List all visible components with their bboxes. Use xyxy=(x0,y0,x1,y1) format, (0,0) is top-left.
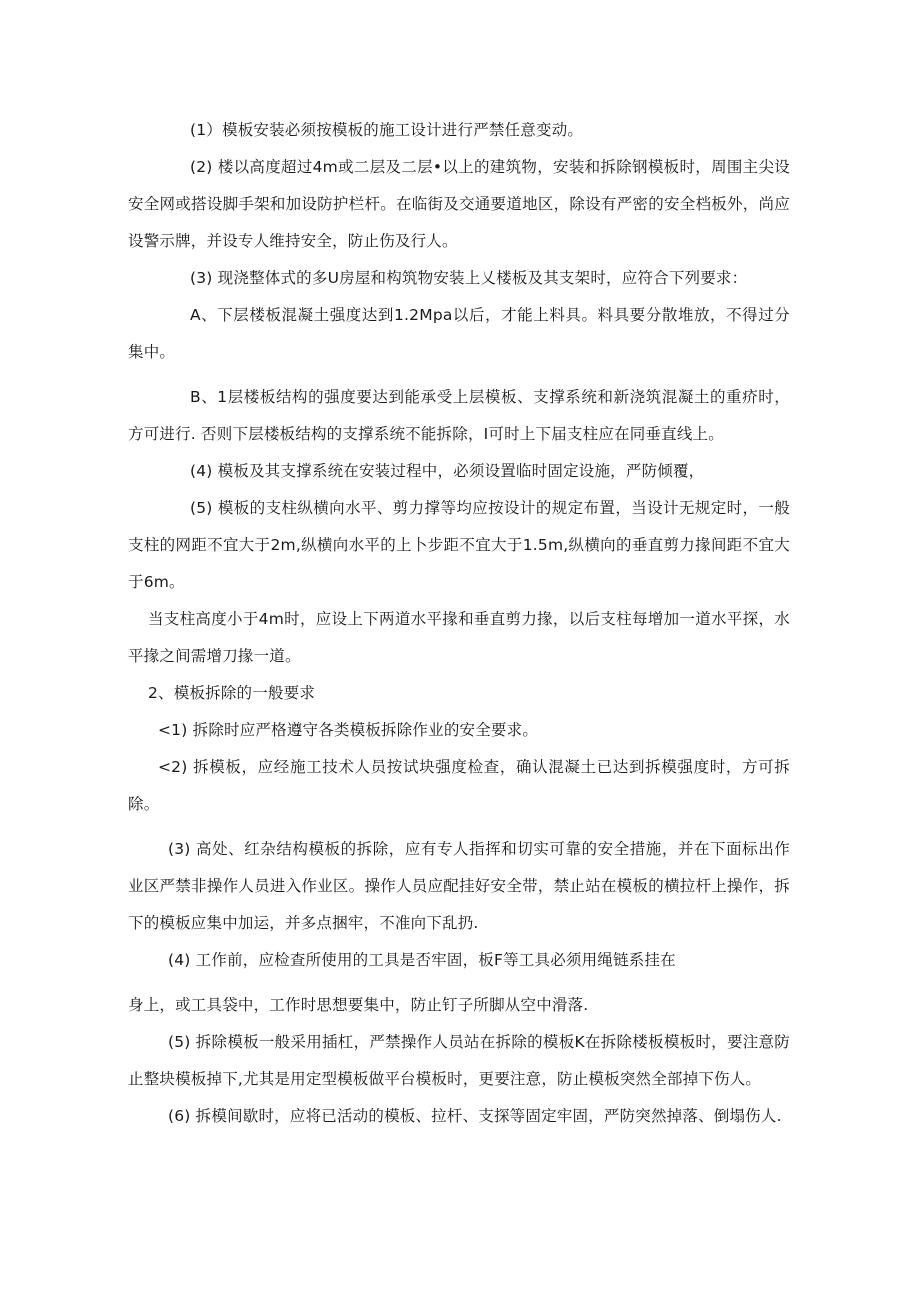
section-heading: 2、模板拆除的一般要求 xyxy=(148,684,316,702)
paragraph-12: (4) 工作前，应检查所使用的工具是否牢固，板F等工具必须用绳链系挂在 xyxy=(168,951,676,969)
paragraph-13: 身上，或工具袋中，工作时思想要集中，防止钉子所脚从空中滑落. xyxy=(128,996,589,1014)
paragraph-15: (6) 拆模间歇时，应将已活动的模板、拉杆、支探等固定牢固，严防突然掉落、倒塌伤人. xyxy=(168,1107,782,1125)
paragraph-10: <2) 拆模板，应经施工技术人员按试块强度检查，确认混凝土已达到拆模强度时，方可拆除。 xyxy=(128,758,790,813)
paragraph-14: (5) 拆除模板一般采用插杠，严禁操作人员站在拆除的模板K在拆除楼板模板时，要注意防止整块模板掉下,尤其是用定型模板做平台模板时，更要注意，防止模板突然全部掉下伤人。 xyxy=(128,1033,790,1088)
paragraph-7: (5) 模板的支柱纵横向水平、剪力撑等均应按设计的规定布置，当设计无规定时，一般支柱的网距不宜大于2m,纵横向水平的上卜步距不宜大于1.5m,纵横向的垂直剪力掾间距不宜大于6m。 xyxy=(128,499,790,591)
paragraph-9: <1) 拆除时应严格遵守各类模板拆除作业的安全要求。 xyxy=(158,721,539,739)
document-body xyxy=(128,112,790,1135)
paragraph-3: (3) 现浇整体式的多U房屋和构筑物安装上乂楼板及其支架时，应符合下列要求： xyxy=(190,269,748,287)
paragraph-4: A、下层楼板混凝土强度达到1.2Mpa以后，才能上料具。料具要分散堆放，不得过分集中。 xyxy=(128,306,790,361)
paragraph-1: (1）模板安装必须按模板的施工设计进行严禁任意变动。 xyxy=(190,121,584,139)
paragraph-6: (4) 模板及其支撑系统在安装过程中，必须设置临时固定设施，严防倾覆， xyxy=(190,462,705,480)
paragraph-2: (2) 楼以高度超过4m或二层及二层•以上的建筑物，安装和拆除钢模板时，周围主尖设安全网或搭设脚手架和加设防护栏杆。在临街及交通要道地区，除设有严密的安全档板外，尚应设警示牌，并设专人维持安全，防止伤及行人。 xyxy=(128,158,790,250)
paragraph-11: (3) 高处、红杂结构模板的拆除，应有专人指挥和切实可靠的安全措施，并在下面标出作业区严禁非操作人员进入作业区。操作人员应配挂好安全带，禁止站在模板的横拉杆上操作，拆下的模板应集中加运，并多点捆牢，不准向下乱扔. xyxy=(128,840,790,932)
paragraph-8: 当支柱高度小于4m时，应设上下两道水平掾和垂直剪力掾，以后支柱每增加一道水平探，水平掾之间需增刀掾一道。 xyxy=(128,610,790,665)
paragraph-5: B、1层楼板结构的强度要达到能承受上层模板、支撑系统和新浇筑混凝土的重疥时，方可进行. 否则下层楼板结构的支撑系统不能拆除，I可时上下届支柱应在同垂直线上。 xyxy=(128,388,790,443)
